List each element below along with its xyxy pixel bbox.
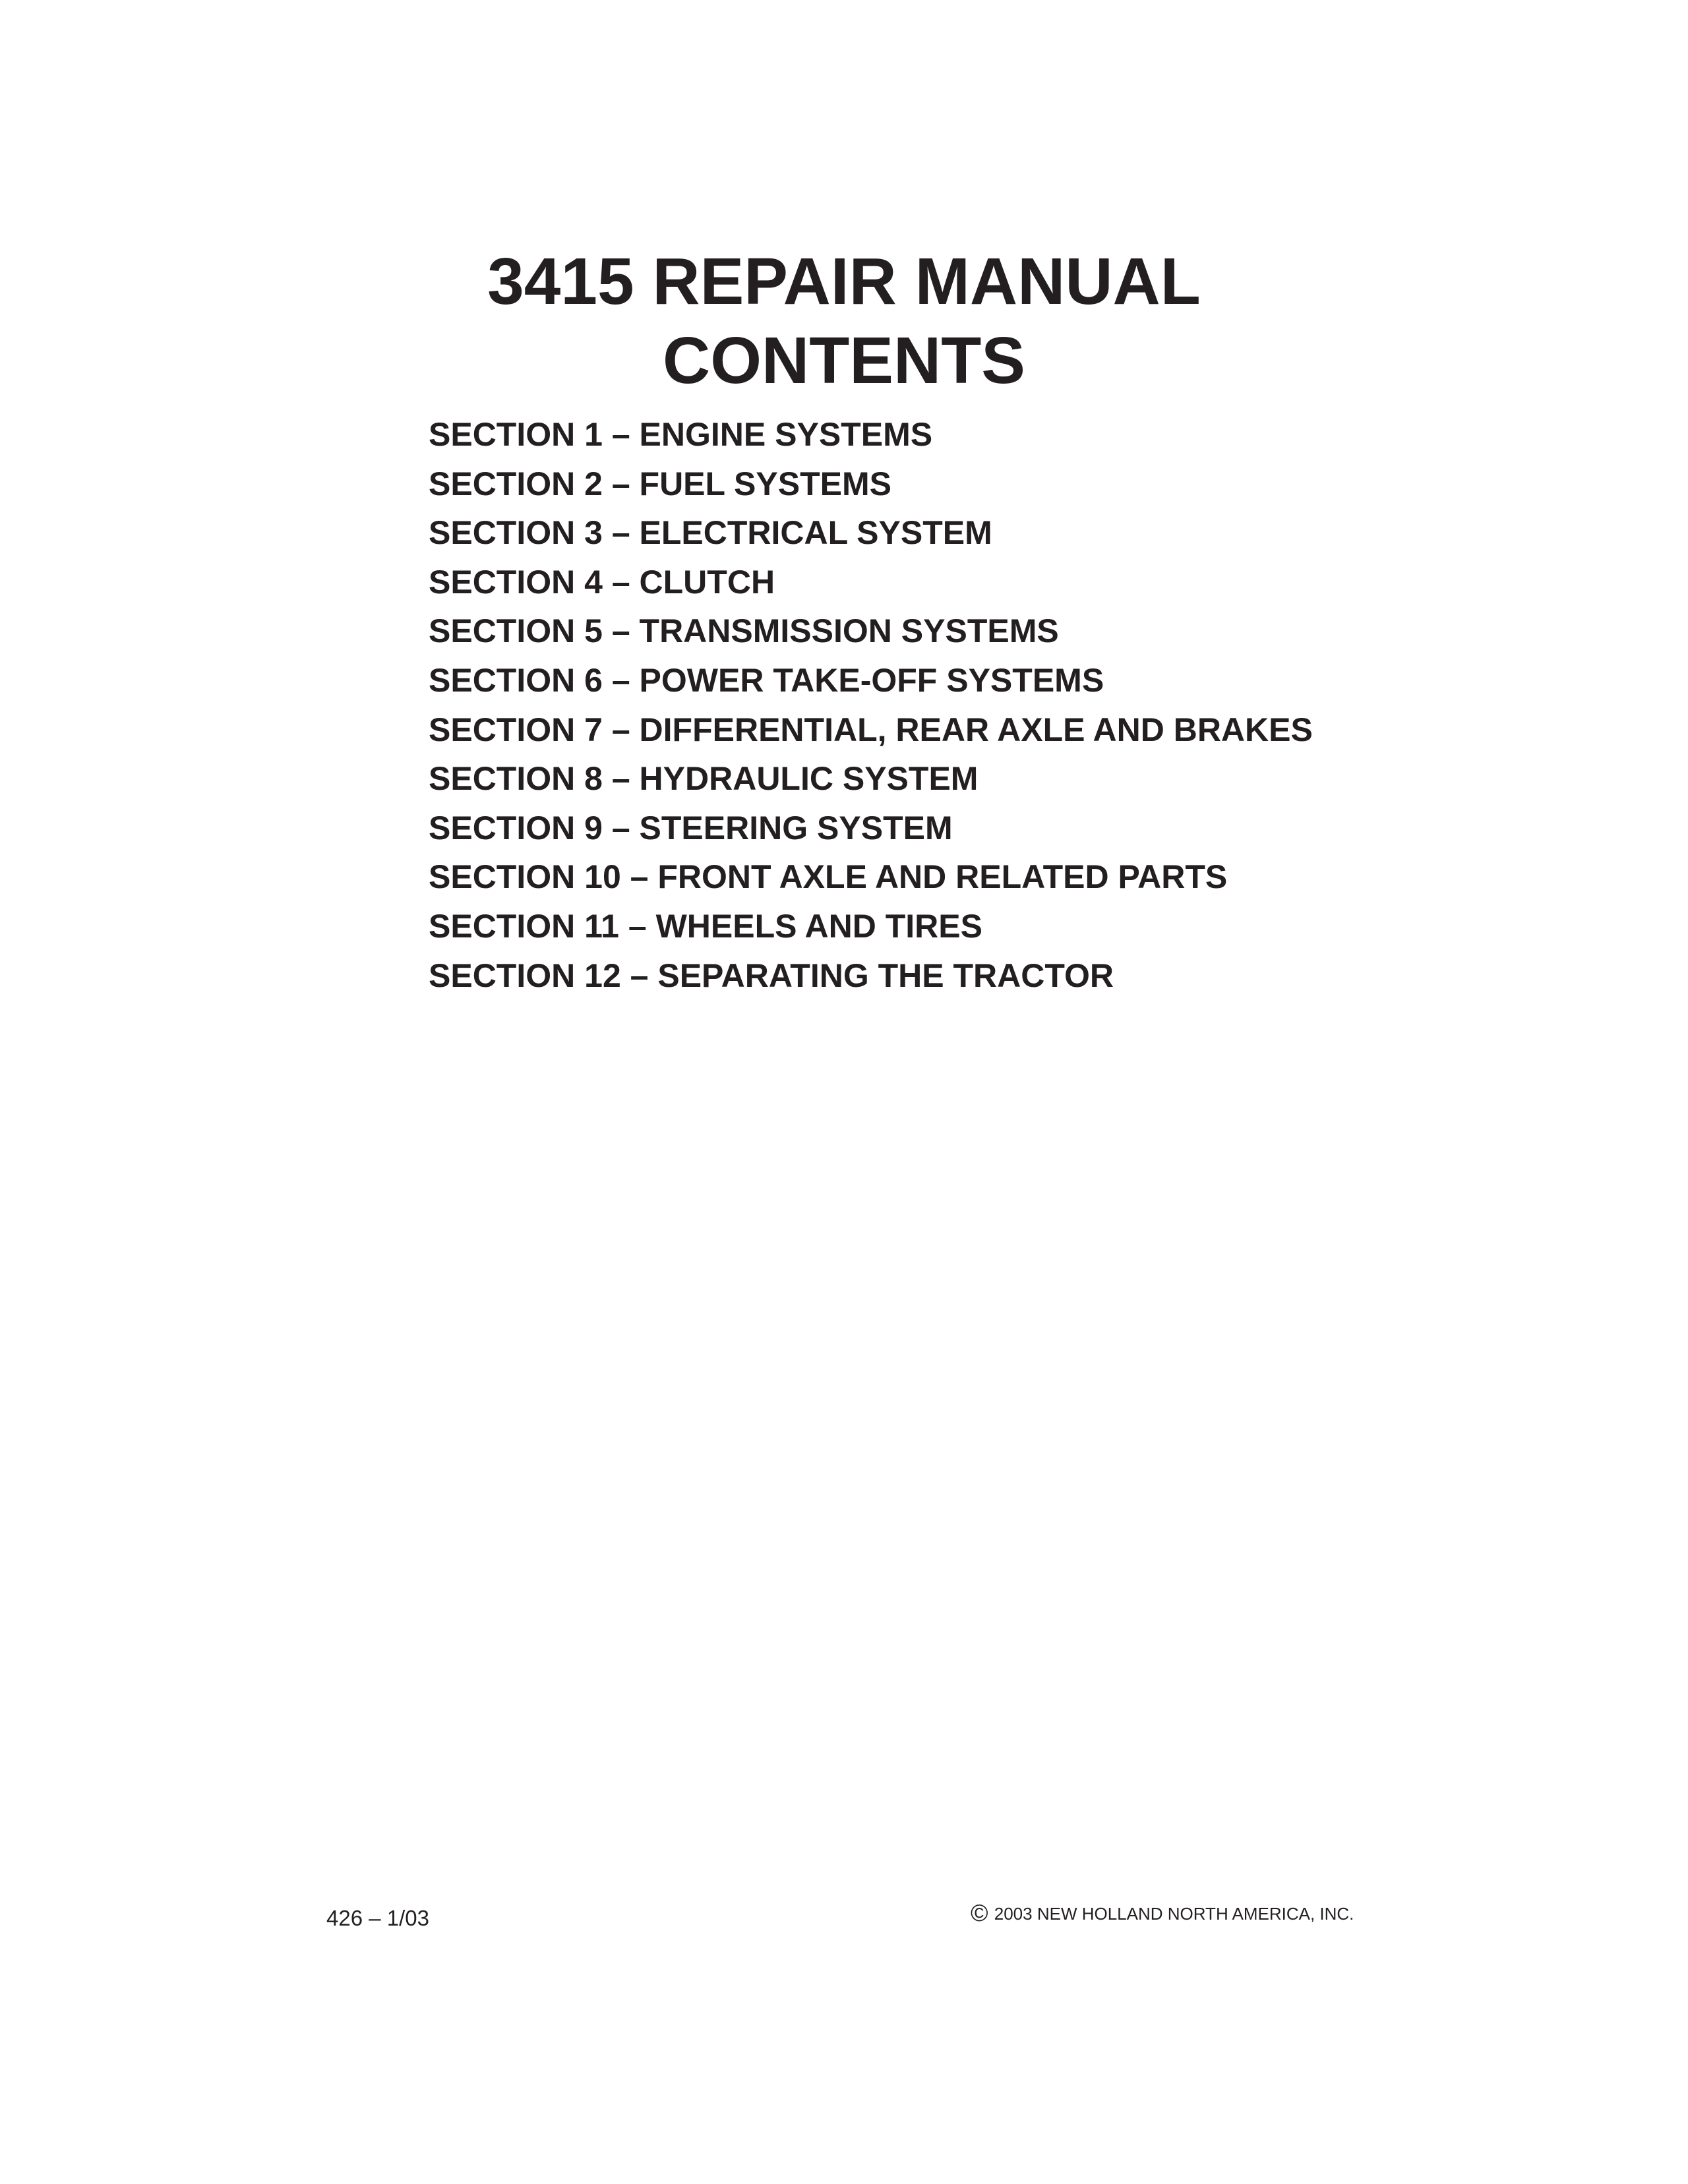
- copyright-text: 2003 NEW HOLLAND NORTH AMERICA, INC.: [994, 1904, 1354, 1924]
- section-entry-8: SECTION 8 – HYDRAULIC SYSTEM: [429, 760, 979, 798]
- contents-list: [429, 410, 1313, 1000]
- section-entry-3: SECTION 3 – ELECTRICAL SYSTEM: [429, 514, 992, 552]
- page-title: [0, 242, 1688, 400]
- title-line-1: 3415 REPAIR MANUAL: [487, 245, 1201, 318]
- section-entry-6: SECTION 6 – POWER TAKE-OFF SYSTEMS: [429, 661, 1104, 699]
- section-entry-9: SECTION 9 – STEERING SYSTEM: [429, 809, 953, 846]
- section-entry-7: SECTION 7 – DIFFERENTIAL, REAR AXLE AND BRAKES: [429, 711, 1313, 748]
- section-entry-5: SECTION 5 – TRANSMISSION SYSTEMS: [429, 612, 1059, 650]
- section-entry-2: SECTION 2 – FUEL SYSTEMS: [429, 465, 892, 502]
- section-entry-4: SECTION 4 – CLUTCH: [429, 563, 775, 601]
- title-line-2: CONTENTS: [663, 324, 1025, 398]
- section-entry-1: SECTION 1 – ENGINE SYSTEMS: [429, 416, 933, 453]
- copyright-icon: ©: [971, 1899, 988, 1926]
- document-code: 426 – 1/03: [326, 1906, 429, 1930]
- section-entry-11: SECTION 11 – WHEELS AND TIRES: [429, 907, 982, 945]
- section-entry-10: SECTION 10 – FRONT AXLE AND RELATED PARTS: [429, 858, 1228, 896]
- section-entry-12: SECTION 12 – SEPARATING THE TRACTOR: [429, 957, 1114, 994]
- copyright-notice: [971, 1900, 1354, 1927]
